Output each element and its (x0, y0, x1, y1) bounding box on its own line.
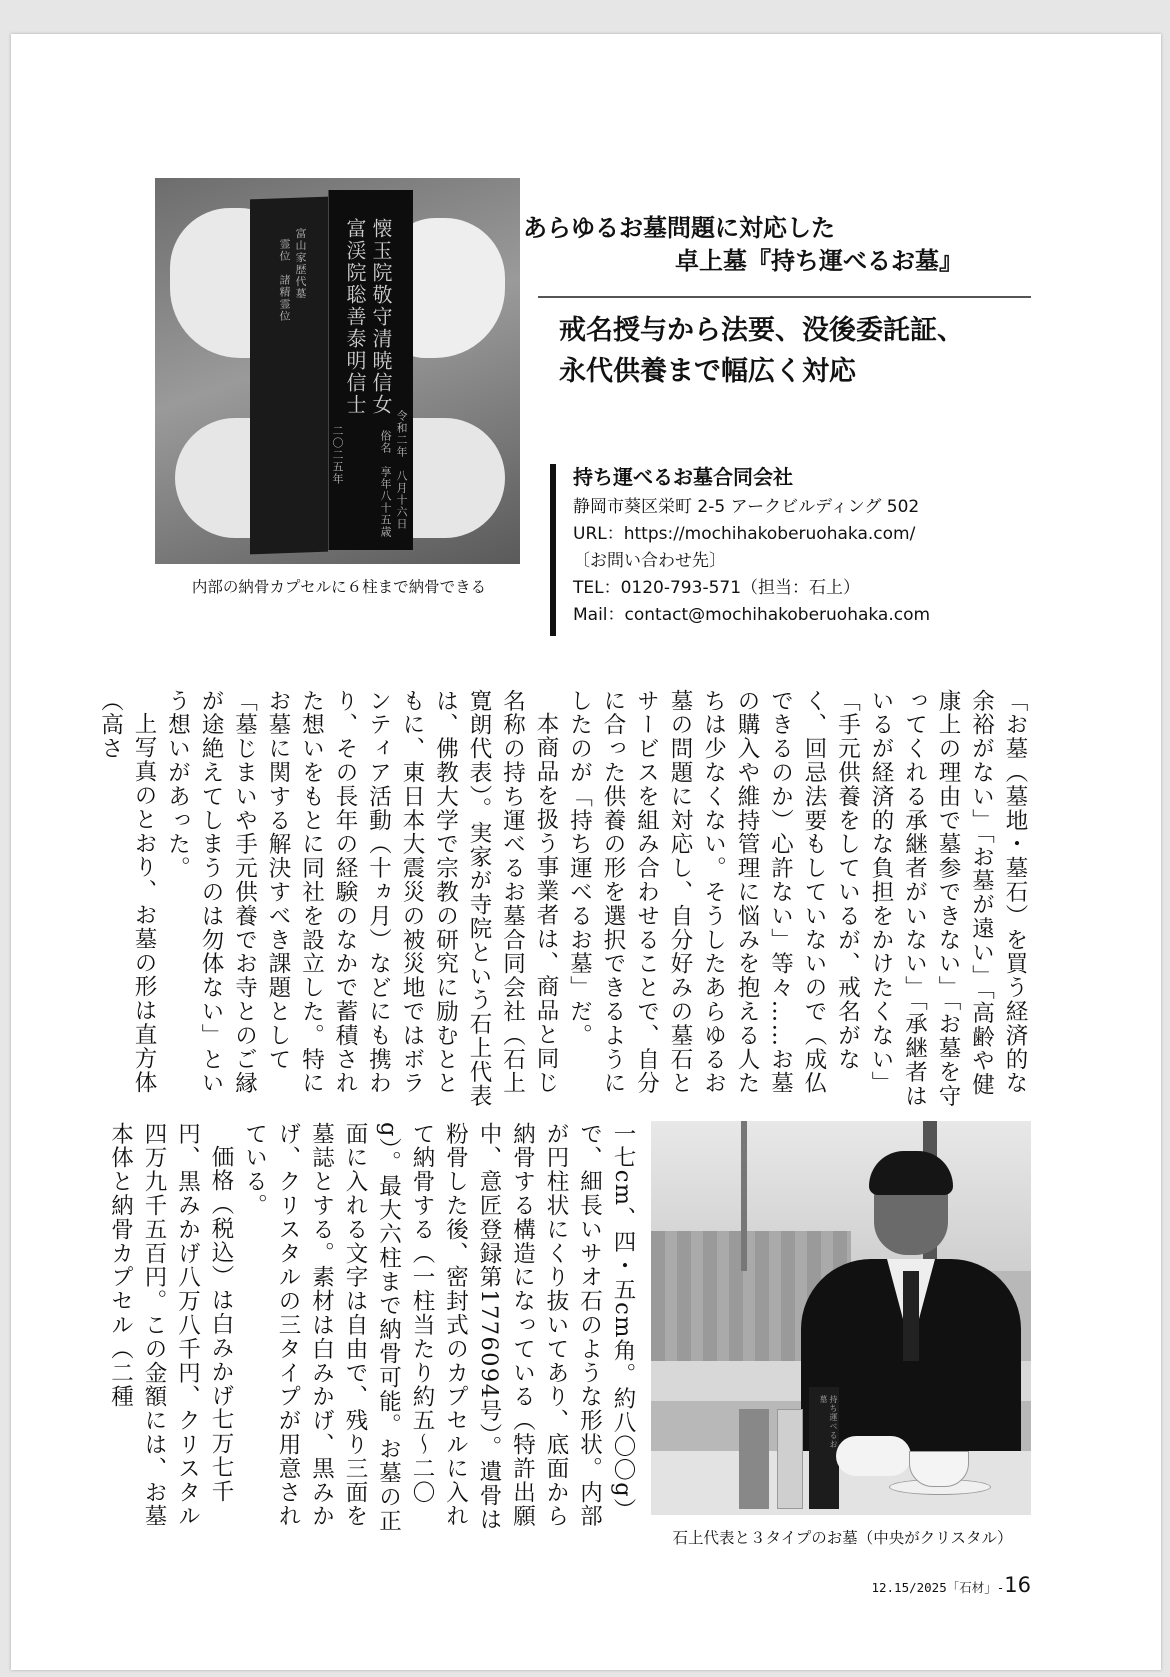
coffee-cup (909, 1451, 969, 1487)
headline-divider (538, 296, 1031, 298)
contact-label: 〔お問い合わせ先〕 (573, 551, 726, 571)
folio-issue: 12.15/2025「石材」- (871, 1580, 1005, 1595)
stone-side-text-1: 富山家歴代墓 (294, 227, 307, 300)
article-upper-column (97, 689, 1031, 1109)
subheadline (559, 310, 1079, 392)
monument-photo (155, 178, 520, 564)
company-url[interactable]: URL：https://mochihakoberuohaka.com/ (573, 524, 916, 544)
subheadline-line1: 戒名授与から法要、没後委託証、 (559, 315, 964, 346)
gloved-hands (836, 1436, 911, 1476)
white-granite-stone (739, 1409, 769, 1509)
representative-photo (651, 1121, 1031, 1515)
black-granite-stone (809, 1387, 839, 1509)
crystal-stone (777, 1409, 803, 1509)
article-lower-column (107, 1122, 639, 1542)
monument-front (328, 190, 413, 550)
company-mail[interactable]: Mail：contact@mochihakoberuohaka.com (573, 605, 931, 625)
window-frame (741, 1121, 747, 1271)
magazine-page (11, 34, 1161, 1670)
subheadline-line2: 永代供養まで幅広く対応 (559, 356, 856, 387)
company-tel[interactable]: TEL：0120-793-571（担当：石上） (573, 578, 861, 598)
page-folio (861, 1573, 1031, 1597)
article-paragraph-2: 本商品を扱う事業者は、商品と同じ名称の持ち運べるお墓合同会社（石上寛朗代表）。実家が寺院という石上代表は、佛教大学で宗教の研究に励むとともに、東日本大震災の被災地ではボランティア活動（十ヵ月）などにも携わり、その長年の経験のなかで蓄積された想いをもとに同社を設立した。特にお墓に関する解決すべき課題として「墓じまいや手元供養でお寺とのご縁が途絶えてしまうのは勿体ない」という想いがあった。 (164, 689, 559, 1108)
photo2-caption: 石上代表と３タイプのお墓（中央がクリスタル） (672, 1529, 1013, 1547)
headline-line2: 卓上墓『持ち運べるお墓』 (675, 247, 963, 275)
stone-side-text-2: 霊位 諸精霊位 (278, 237, 291, 323)
article-paragraph-5: 価格（税込）は白みかげ七万七千円、黒みかげ八万八千円、クリスタル四万九千五百円。この金額には、お墓本体と納骨カプセル（二種 (107, 1122, 234, 1529)
stone-front-text-2: 富渓院聡善泰明信士 (343, 218, 367, 416)
monument-side (250, 197, 328, 555)
page-number: 16 (1004, 1573, 1031, 1597)
stone-front-text-1: 懐玉院敬守清暁信女 (369, 218, 393, 416)
article-paragraph-4: 一七cm、四・五cm角。約八〇〇g）で、細長いサオ石のような形状。内部が円柱状にくり抜いてあり、底面から納骨する構造になっている（特許出願中、意匠登録第1776094号）。遺骨は粉骨した後、密封式のカプセルに入れて納骨する（一柱当たり約五〜二〇g）。最大六柱まで納骨可能。お墓の正面に入れる文字は自由で、残り三面を墓誌とする。素材は白みかげ、黒みかげ、クリスタルの三タイプが用意されている。 (241, 1122, 636, 1533)
photo1-caption: 内部の納骨カプセルに６柱まで納骨できる (191, 578, 487, 596)
company-info (573, 464, 1133, 629)
company-accent-bar (550, 464, 556, 636)
company-name: 持ち運べるお墓合同会社 (573, 465, 793, 489)
article-paragraph-3: 上写真のとおり、お墓の形は直方体（高さ (97, 689, 157, 1094)
stone-small-text-2: 二〇二五年 (331, 425, 344, 485)
stone-small-text-3: 俗名 享年八十五歳 (379, 430, 392, 538)
stone-small-text-1: 令和二年 八月十六日 (395, 410, 408, 530)
company-address: 静岡市葵区栄町 2-5 アークビルディング 502 (573, 497, 920, 517)
headline (523, 212, 963, 278)
stone2-label: 持ち運べるお墓 (819, 1395, 838, 1449)
article-paragraph-1: 「お墓（墓地・墓石）を買う経済的な余裕がない」「お墓が遠い」「高齢や健康上の理由で墓参できない」「お墓を守ってくれる承継者がいない」「承継者はいるが経済的な負担をかけたくない」「手元供養をしているが、戒名がなく、回忌法要もしていないので（成仏できるのか）心許ない」等々……お墓の購入や維持管理に悩みを抱える人たちは少なくない。そうしたあらゆるお墓の問題に対応し、自分好みの墓石とサービスを組み合わせることで、自分に合った供養の形を選択できるようにしたのが「持ち運べるお墓」だ。 (566, 689, 1028, 1108)
headline-line1: あらゆるお墓問題に対応した (523, 214, 835, 242)
tie (903, 1271, 919, 1361)
